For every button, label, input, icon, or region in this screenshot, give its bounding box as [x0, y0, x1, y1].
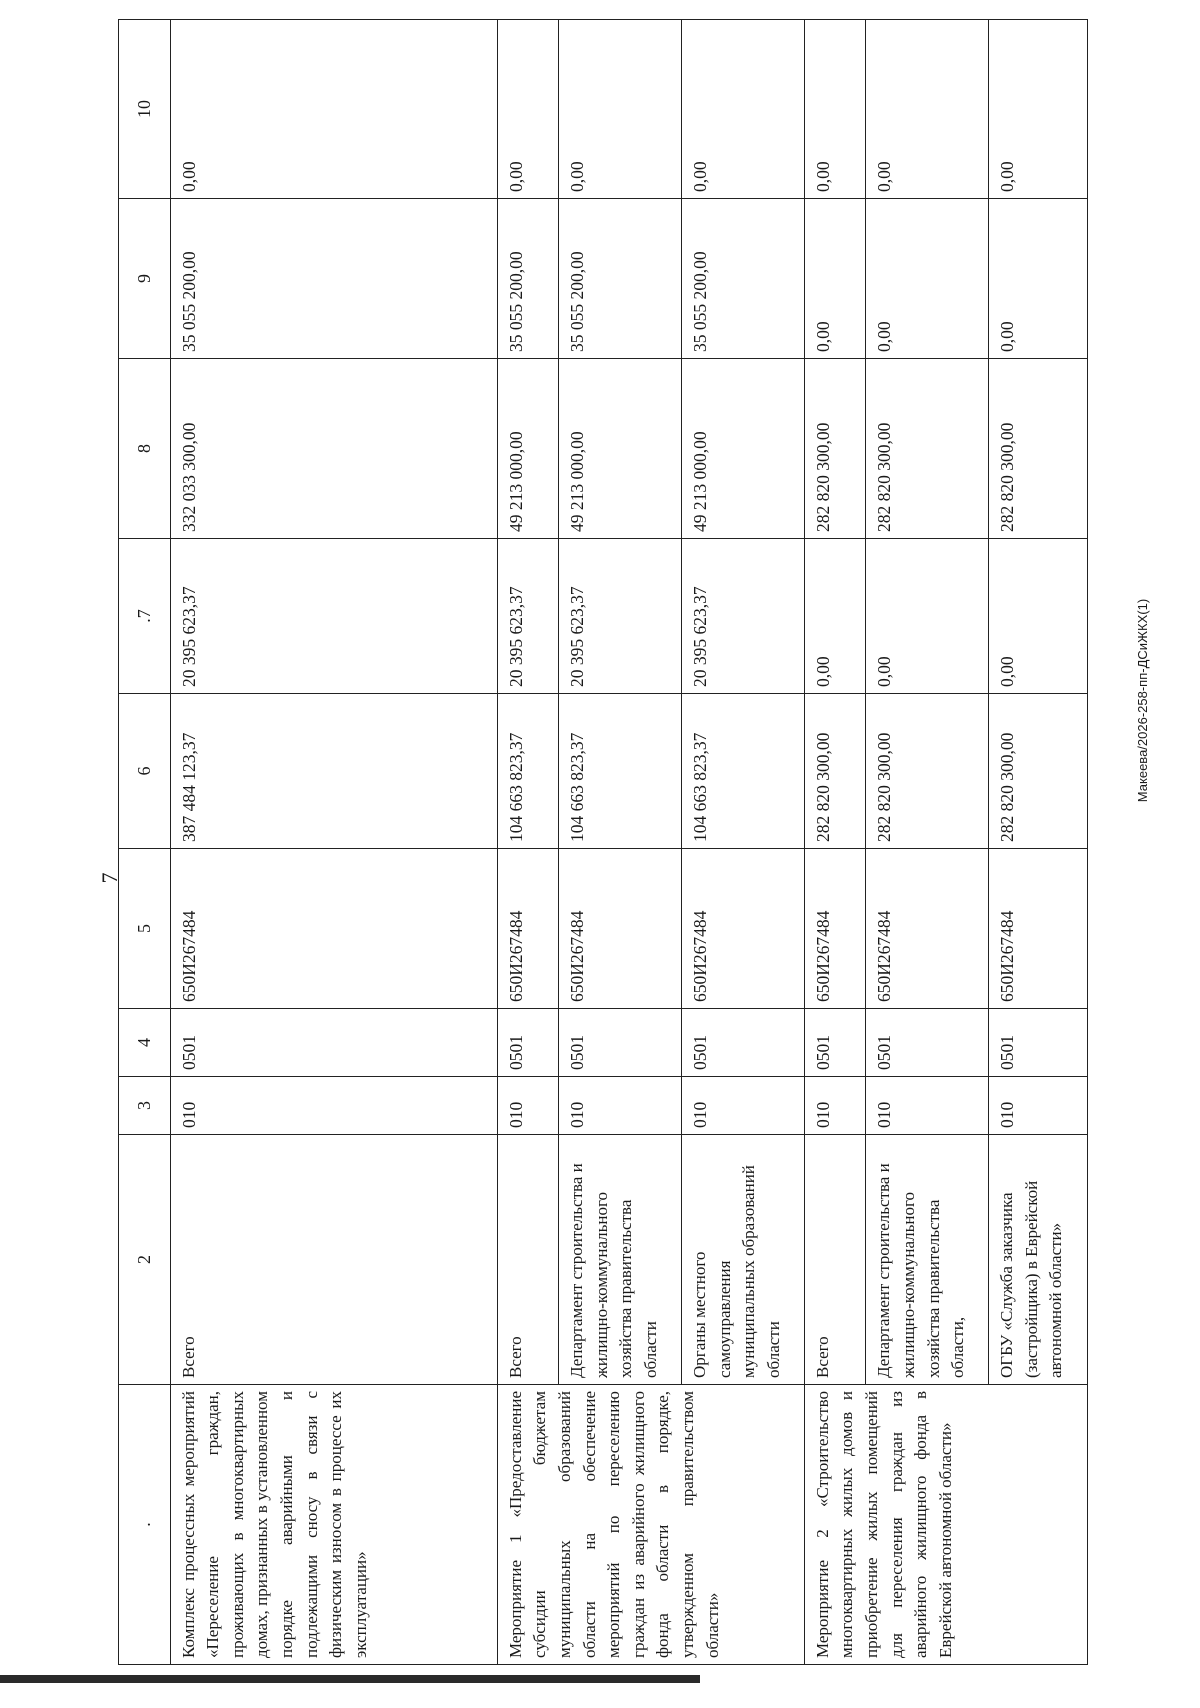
amount-cell: 104 663 823,37: [497, 694, 558, 849]
code-cell: 010: [559, 1077, 682, 1135]
amount-cell: 0,00: [804, 539, 865, 694]
code-cell: 0501: [866, 1009, 989, 1077]
header-cell: .7: [119, 539, 171, 694]
amount-cell: 20 395 623,37: [497, 539, 558, 694]
code-cell: 010: [170, 1077, 497, 1135]
table-row: [497, 20, 558, 1665]
executor-cell: Всего: [497, 1135, 558, 1385]
amount-cell: 282 820 300,00: [866, 359, 989, 539]
amount-cell: 282 820 300,00: [866, 694, 989, 849]
header-cell: 5: [119, 849, 171, 1009]
amount-cell: 282 820 300,00: [989, 694, 1088, 849]
code-cell: 0501: [989, 1009, 1088, 1077]
code-cell: 010: [866, 1077, 989, 1135]
amount-cell: 282 820 300,00: [989, 359, 1088, 539]
code-cell: 0501: [681, 1009, 804, 1077]
amount-cell: 104 663 823,37: [559, 694, 682, 849]
amount-cell: 49 213 000,00: [497, 359, 558, 539]
measure-name-cell: Комплекс процессных мероприятий «Переселение граждан, проживающих в многоквартирных домах, признанных в установленном порядке аварийными и подлежащими сносу в связи с физическим износом в процессе их эксплуатации»: [170, 1385, 497, 1665]
budget-table-rotated: [118, 20, 1088, 1665]
code-cell: 650И267484: [989, 849, 1088, 1009]
header-cell: 10: [119, 20, 171, 199]
code-cell: 010: [804, 1077, 865, 1135]
header-row: [119, 20, 171, 1665]
page-number: 7: [97, 872, 122, 884]
amount-cell: 282 820 300,00: [804, 694, 865, 849]
table-row: [170, 20, 497, 1665]
amount-cell: 35 055 200,00: [170, 199, 497, 359]
footer-reference: [1128, 350, 1158, 1050]
amount-cell: 20 395 623,37: [559, 539, 682, 694]
code-cell: 650И267484: [866, 849, 989, 1009]
amount-cell: 0,00: [804, 199, 865, 359]
amount-cell: 0,00: [559, 20, 682, 199]
header-cell: 4: [119, 1009, 171, 1077]
amount-cell: 0,00: [170, 20, 497, 199]
code-cell: 650И267484: [497, 849, 558, 1009]
executor-cell: Всего: [170, 1135, 497, 1385]
amount-cell: 20 395 623,37: [681, 539, 804, 694]
header-cell: 3: [119, 1077, 171, 1135]
amount-cell: 35 055 200,00: [681, 199, 804, 359]
executor-cell: Органы местного самоуправления муниципальных образований области: [681, 1135, 804, 1385]
executor-cell: Департамент строительства и жилищно-коммунального хозяйства правительства области: [559, 1135, 682, 1385]
executor-cell: Департамент строительства и жилищно-коммунального хозяйства правительства области,: [866, 1135, 989, 1385]
amount-cell: 49 213 000,00: [681, 359, 804, 539]
scan-edge: [0, 1675, 700, 1683]
amount-cell: 0,00: [989, 199, 1088, 359]
amount-cell: 0,00: [804, 20, 865, 199]
code-cell: 010: [681, 1077, 804, 1135]
code-cell: 650И267484: [170, 849, 497, 1009]
code-cell: 650И267484: [681, 849, 804, 1009]
amount-cell: 104 663 823,37: [681, 694, 804, 849]
amount-cell: 35 055 200,00: [497, 199, 558, 359]
code-cell: 0501: [804, 1009, 865, 1077]
executor-cell: ОГБУ «Служба заказчика (застройщика) в Еврейской автономной области»: [989, 1135, 1088, 1385]
code-cell: 0501: [497, 1009, 558, 1077]
amount-cell: 0,00: [989, 539, 1088, 694]
amount-cell: 0,00: [866, 539, 989, 694]
header-cell: .: [119, 1385, 171, 1665]
code-cell: 010: [497, 1077, 558, 1135]
measure-name-cell: Мероприятие 1 «Предоставление субсидии бюджетам муниципальных образований области на обеспечение мероприятий по переселению граждан из аварийного жилищного фонда области в порядке, утвержденном правительством области»: [497, 1385, 804, 1665]
executor-cell: Всего: [804, 1135, 865, 1385]
amount-cell: 0,00: [866, 199, 989, 359]
amount-cell: 0,00: [497, 20, 558, 199]
header-cell: 8: [119, 359, 171, 539]
table-row: [804, 20, 865, 1665]
header-cell: 2: [119, 1135, 171, 1385]
header-cell: 6: [119, 694, 171, 849]
amount-cell: 387 484 123,37: [170, 694, 497, 849]
footer-text: Макеева/2026-258-пп-ДСиЖКХ(1): [1135, 598, 1151, 802]
measure-name-cell: Мероприятие 2 «Строительство многоквартирных жилых домов и приобретение жилых помещений для переселения граждан из аварийного жилищного фонда в Еврейской автономной области»: [804, 1385, 1087, 1665]
amount-cell: 0,00: [989, 20, 1088, 199]
amount-cell: 35 055 200,00: [559, 199, 682, 359]
code-cell: 650И267484: [804, 849, 865, 1009]
code-cell: 650И267484: [559, 849, 682, 1009]
amount-cell: 0,00: [866, 20, 989, 199]
header-cell: 9: [119, 199, 171, 359]
amount-cell: 49 213 000,00: [559, 359, 682, 539]
amount-cell: 282 820 300,00: [804, 359, 865, 539]
code-cell: 010: [989, 1077, 1088, 1135]
budget-table: [118, 19, 1088, 1665]
amount-cell: 0,00: [681, 20, 804, 199]
code-cell: 0501: [559, 1009, 682, 1077]
code-cell: 0501: [170, 1009, 497, 1077]
amount-cell: 20 395 623,37: [170, 539, 497, 694]
amount-cell: 332 033 300,00: [170, 359, 497, 539]
